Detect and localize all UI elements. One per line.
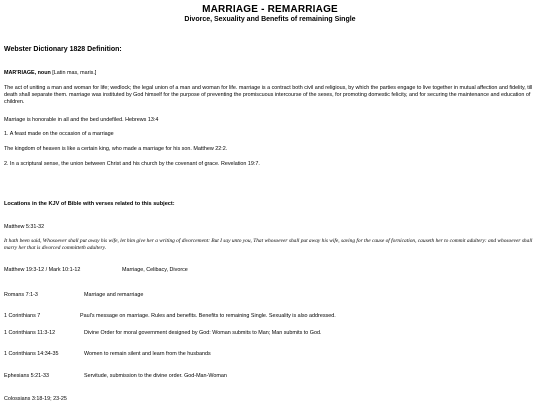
webster-sense-2: 2. In a scriptural sense, the union between Christ and his church by the covenant of grace. Revelation 19:7. bbox=[4, 161, 260, 167]
verse-entry-ref: Romans 7:1-3 bbox=[4, 292, 38, 298]
verse-entry-desc: Women to remain silent and learn from the husbands bbox=[84, 351, 211, 357]
verse-entry-ref: Matthew 19:3-12 / Mark 10:1-12 bbox=[4, 267, 81, 273]
verse-entry-desc: Marriage, Celibacy, Divorce bbox=[122, 267, 188, 273]
page-title: MARRIAGE - REMARRIAGE bbox=[202, 4, 338, 15]
verse-ref: Matthew 5:31-32 bbox=[4, 224, 45, 230]
verse-entry-desc: Divine Order for moral government designed by God: Woman submits to Man; Man submits to God. bbox=[84, 330, 322, 336]
verse-entry bbox=[4, 373, 227, 380]
verse-entry bbox=[4, 396, 67, 403]
verse-entry-ref: 1 Corinthians 7 bbox=[4, 313, 41, 319]
verse-entry-ref: Colossians 3:18-19; 23-25 bbox=[4, 396, 67, 402]
verse-entry bbox=[4, 267, 188, 274]
page-subtitle: Divorce, Sexuality and Benefits of remaining Single bbox=[184, 16, 356, 23]
verse-entry bbox=[4, 313, 336, 320]
webster-sense-1: 1. A feast made on the occasion of a marriage bbox=[4, 131, 114, 137]
webster-term: MAR'RIAGE, noun bbox=[4, 70, 51, 76]
verse-entry-ref: Ephesians 5:21-33 bbox=[4, 373, 49, 379]
verse-entry-desc: Marriage and remarriage bbox=[84, 292, 144, 298]
verse-entry-desc: Servitude, submission to the divine order. God-Man-Woman bbox=[84, 373, 227, 379]
webster-heading: Webster Dictionary 1828 Definition: bbox=[4, 46, 122, 53]
webster-etymology: [Latin mas, maris.] bbox=[50, 70, 97, 76]
verse-entry-desc: Paul's message on marriage. Rules and benefits. Benefits to remaining Single. Sexuality is also addressed. bbox=[80, 313, 336, 319]
verse-entry-ref: 1 Corinthians 14:34-35 bbox=[4, 351, 59, 357]
verse-entry bbox=[4, 292, 143, 299]
verse-entry bbox=[4, 351, 211, 358]
verse-entry bbox=[4, 330, 322, 337]
webster-definition: The act of uniting a man and woman for life; wedlock; the legal union of a man and woman for life. marriage is a contract both civil and religious, by which the parties engage to live together in mutual affection and fidelity, till death shall separate them. marriage was instituted by God himself for the purpose of preventing the promiscuous intercourse of the sexes, for promoting domestic felicity, and for securing the maintenance and education of children. bbox=[4, 85, 533, 105]
locations-heading: Locations in the KJV of Bible with verses related to this subject: bbox=[4, 201, 175, 207]
webster-honorable: Marriage is honorable in all and the bed undefiled. Hebrews 13:4 bbox=[4, 117, 159, 123]
verse-quote: It hath been said, Whosoever shall put away his wife, let him give her a writing of divorcement: But I say unto you, That whosoever shall put away his wife, saving for the cause of fornication, causeth her to commit adultery: and whosoever shall marry her that is divorced committeth adultery. bbox=[4, 238, 533, 251]
webster-sense-1-example: The kingdom of heaven is like a certain king, who made a marriage for his son. Matthew 22:2. bbox=[4, 146, 228, 152]
webster-term-line bbox=[4, 70, 96, 77]
verse-entry-ref: 1 Corinthians 11:3-12 bbox=[4, 330, 56, 336]
